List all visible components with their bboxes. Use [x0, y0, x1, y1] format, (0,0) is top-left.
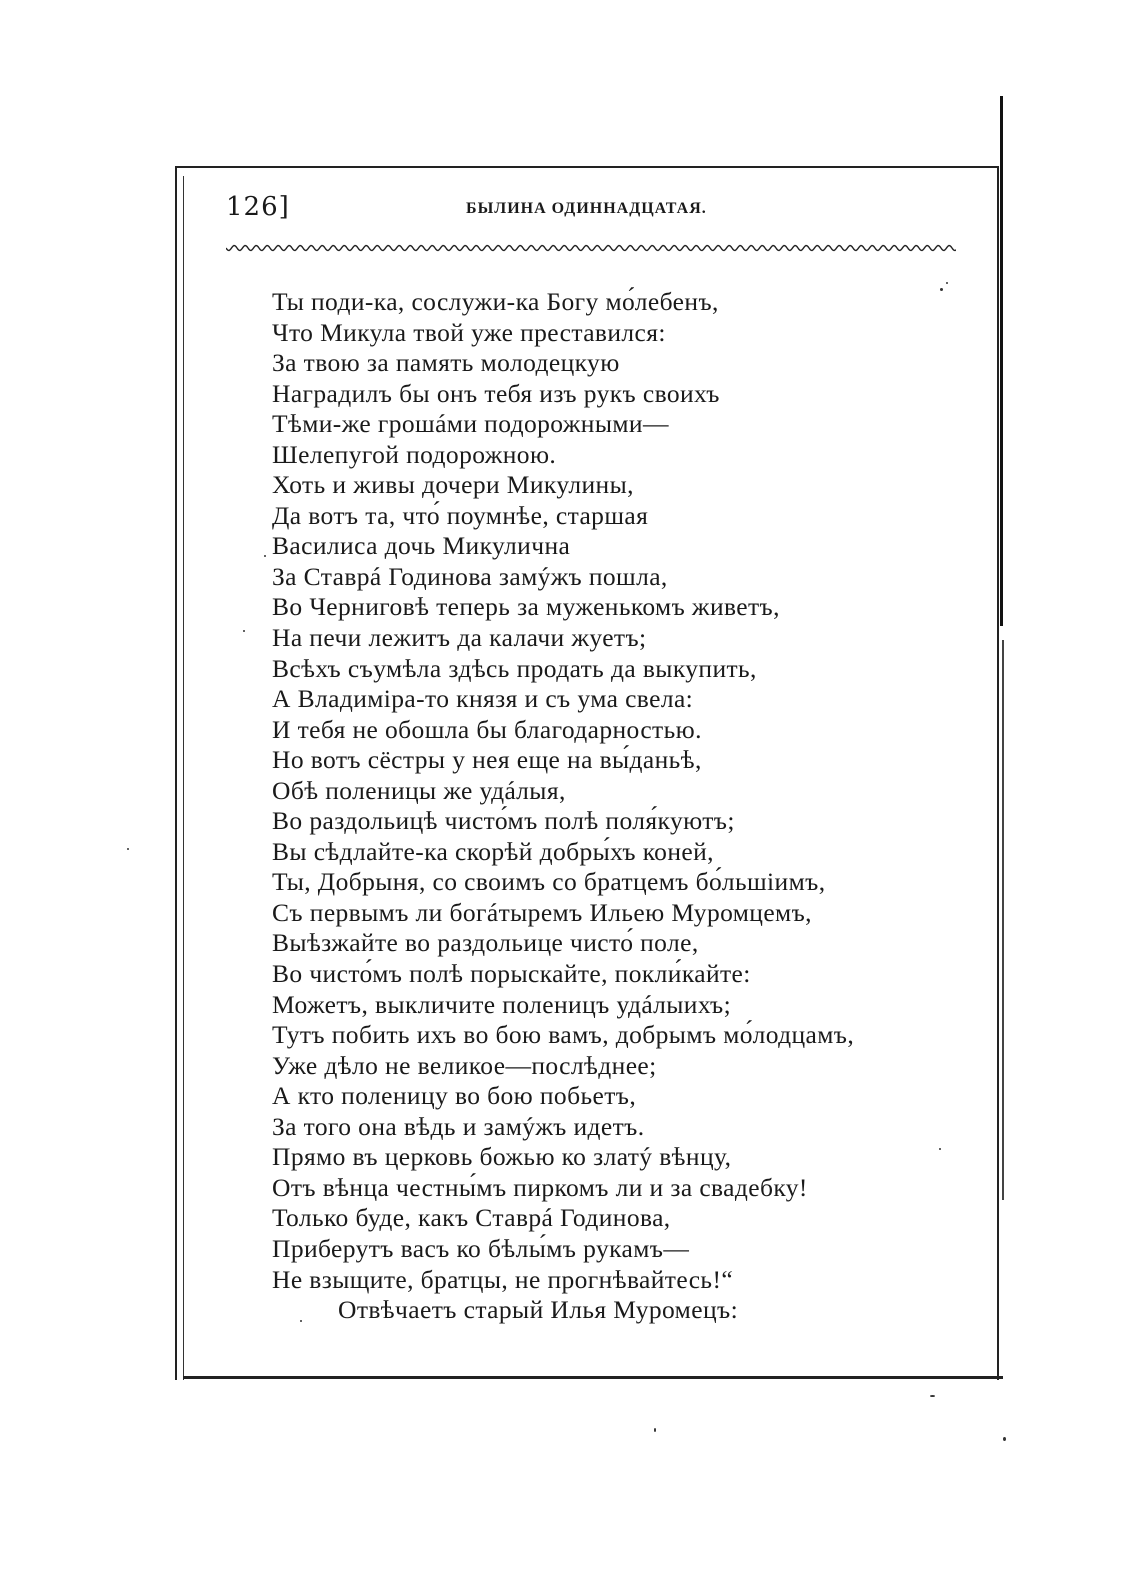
- poem-line: За твою за память молодецкую: [272, 348, 620, 378]
- poem-line: Вы сѣдлайте-ка скорѣй добры́хъ коней,: [272, 836, 714, 866]
- page-number: 126]: [226, 192, 290, 222]
- poem-line: Хоть и живы дочери Микулины,: [272, 470, 634, 500]
- scan-speck: [946, 282, 948, 284]
- poem-line: Не взыщите, братцы, не прогнѣвайтесь!“: [272, 1264, 734, 1294]
- poem-line: Только буде, какъ Ставрá Годинова,: [272, 1203, 671, 1233]
- poem-line: Шелепугой подорожною.: [272, 439, 557, 469]
- poem-line: Приберутъ васъ ко бѣлы́мъ рукамъ—: [272, 1233, 690, 1263]
- scan-speck: [939, 1148, 941, 1150]
- poem-line: Выѣзжайте во раздольице чисто́ поле,: [272, 928, 699, 958]
- poem-line: Во раздольицѣ чисто́мъ полѣ поля́куютъ;: [272, 806, 735, 836]
- poem-line: Но вотъ сёстры у нея еще на вы́даньѣ,: [272, 745, 702, 775]
- page-edge-shadow: [1000, 96, 1003, 626]
- scan-speck: [300, 1320, 302, 1322]
- poem-line: За Ставрá Годинова замýжъ пошла,: [272, 561, 668, 591]
- poem-line: Ты, Добрыня, со своимъ со братцемъ бо́льшіимъ,: [272, 867, 826, 897]
- poem-line: И тебя не обошла бы благодарностью.: [272, 714, 702, 744]
- poem-line: А Владиміра-то князя и съ ума свела:: [272, 684, 694, 714]
- poem-line: Во чисто́мъ полѣ порыскайте, покли́кайте:: [272, 959, 751, 989]
- poem-body: [272, 287, 972, 1326]
- poem-line-indented: Отвѣчаетъ старый Илья Муромецъ:: [338, 1295, 739, 1325]
- poem-line: Василиса дочь Микулична: [272, 531, 571, 561]
- poem-line: Да вотъ та, что́ поумнѣе, старшая: [272, 500, 649, 530]
- running-title: БЫЛИНА ОДИННАДЦАТАЯ.: [466, 200, 707, 217]
- poem-line: Что Микула твой уже преставился:: [272, 317, 666, 347]
- scan-speck: [940, 288, 943, 291]
- poem-line: Обѣ поленицы же удáлыя,: [272, 775, 566, 805]
- poem-line: Прямо въ церковь божью ко златý вѣнцу,: [272, 1142, 732, 1172]
- poem-line: Ты поди-ка, сослужи-ка Богу мо́лебенъ,: [272, 287, 719, 316]
- poem-line: Тѣми-же грошáми подорожными—: [272, 409, 669, 439]
- poem-line: Отъ вѣнца честны́мъ пиркомъ ли и за свадебку!: [272, 1172, 808, 1202]
- scan-speck: [127, 848, 129, 850]
- poem-line: Во Черниговѣ теперь за муженькомъ живетъ,: [272, 592, 780, 622]
- frame-inner-left-rule: [183, 176, 184, 1380]
- poem-line: Уже дѣло не великое—послѣднее;: [272, 1050, 657, 1080]
- poem-line: За того она вѣдь и замýжъ идетъ.: [272, 1111, 645, 1141]
- wavy-ornamental-rule: [226, 240, 956, 256]
- frame-bottom-rule: [183, 1376, 1003, 1379]
- poem-line: Можетъ, выкличите поленицъ удáлыихъ;: [272, 989, 732, 1019]
- page-edge-shadow-lower: [1002, 640, 1004, 1200]
- poem-line: На печи лежитъ да калачи жуетъ;: [272, 623, 647, 653]
- scan-speck: [654, 1428, 656, 1432]
- poem-line: Съ первымъ ли богáтыремъ Ильею Муромцемъ,: [272, 897, 812, 927]
- scan-speck: [243, 630, 245, 632]
- running-head: [226, 192, 966, 232]
- poem-line: Тутъ побить ихъ во бою вамъ, добрымъ мо́лодцамъ,: [272, 1020, 855, 1050]
- poem-line: А кто поленицу во бою побьетъ,: [272, 1081, 637, 1111]
- poem-line: Всѣхъ съумѣла здѣсь продать да выкупить,: [272, 653, 757, 683]
- scan-speck: [930, 1395, 935, 1397]
- poem-line: Наградилъ бы онъ тебя изъ рукъ своихъ: [272, 378, 720, 408]
- scan-speck: [1003, 1437, 1006, 1441]
- scan-speck: [264, 555, 266, 557]
